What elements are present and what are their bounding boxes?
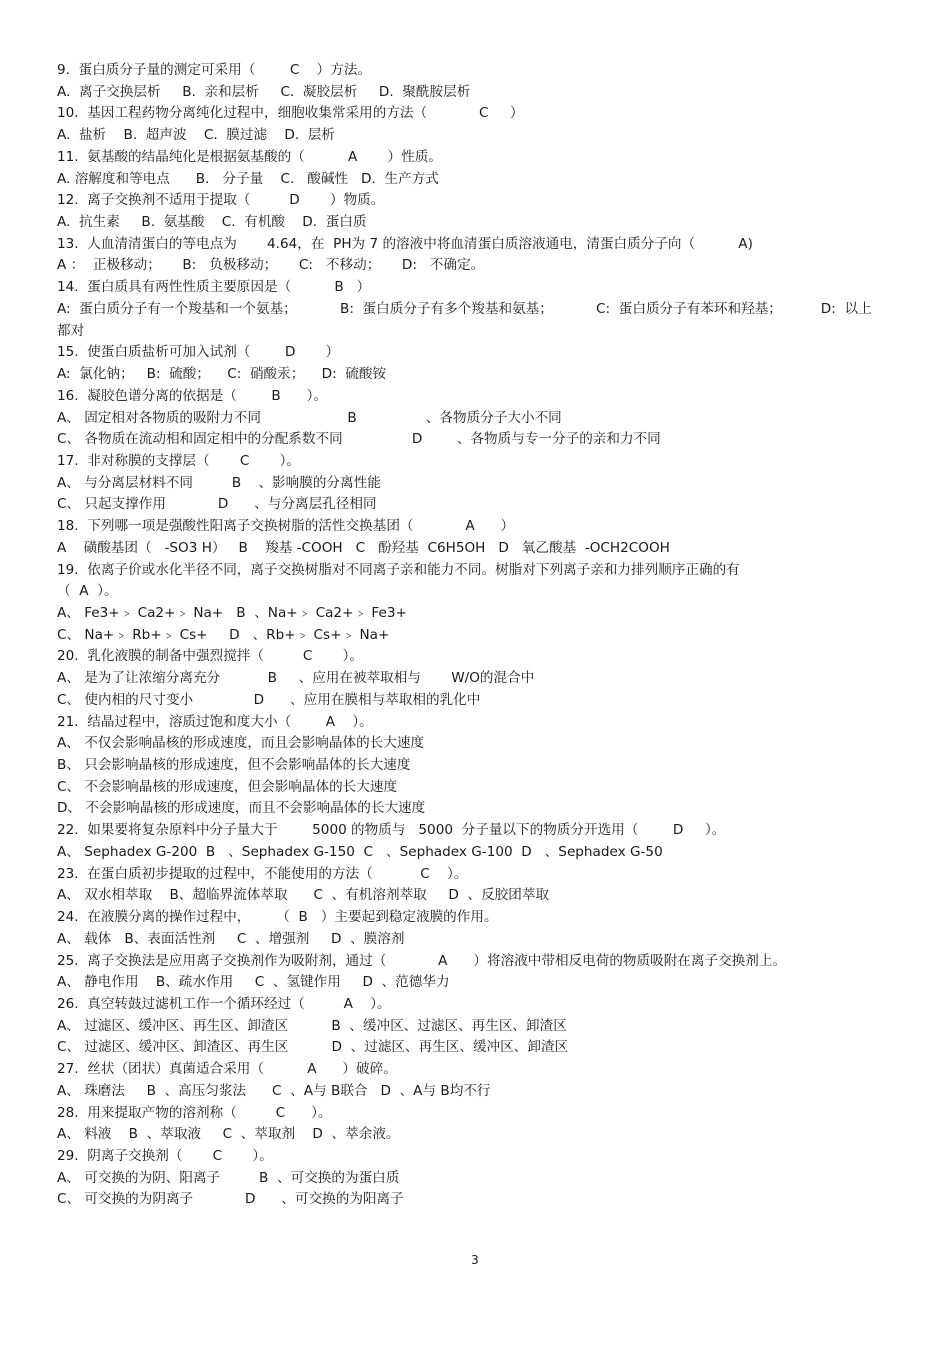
text-line: 23. 在蛋白质初步提取的过程中，不能使用的方法（ C ）。 [57,865,468,882]
text-line: 11. 氨基酸的结晶纯化是根据氨基酸的（ A ）性质。 [57,148,442,165]
text-line: A、 固定相对各物质的吸附力不同 B 、各物质分子大小不同 [57,409,562,426]
text-line: 19. 依离子价或水化半径不同，离子交换树脂对不同离子亲和能力不同。树脂对下列离子亲和力排列顺序正确的有 [57,561,740,578]
text-line: 17. 非对称膜的支撑层（ C ）。 [57,452,300,469]
text-line: A、 与分离层材料不同 B 、影响膜的分离性能 [57,474,381,491]
text-line: C、 使内相的尺寸变小 D 、应用在膜相与萃取相的乳化中 [57,691,481,708]
text-line: 22. 如果要将复杂原料中分子量大于 5000 的物质与 5000 分子量以下的物质分开选用（ D ）。 [57,822,726,839]
text-line: 20. 乳化液膜的制备中强烈搅拌（ C ）。 [57,648,363,665]
text-line: 10. 基因工程药物分离纯化过程中，细胞收集常采用的方法（ C ） [57,105,524,122]
text-line: 12. 离子交换剂不适用于提取（ D ）物质。 [57,192,385,209]
text-line: 16. 凝胶色谱分离的依据是（ B ）。 [57,387,327,404]
text-line: A、 Fe3+﹥ Ca2+﹥ Na+ B 、Na+﹥ Ca2+﹥ Fe3+ [57,605,407,621]
text-line: A. 盐析 B. 超声波 C. 膜过滤 D. 层析 [57,127,335,144]
text-line: A. 抗生素 B. 氨基酸 C. 有机酸 D. 蛋白质 [57,214,367,231]
text-line: C、 不会影响晶核的形成速度，但会影响晶体的长大速度 [57,778,398,795]
text-line: 28. 用来提取产物的溶剂称（ C ）。 [57,1104,332,1121]
text-line: 29. 阴离子交换剂（ C ）。 [57,1148,273,1164]
text-line: A、 Sephadex G-200 B 、Sephadex G-150 C 、Sephadex G-100 D 、Sephadex G-50 [57,843,663,860]
text-line: C、 可交换的为阴离子 D 、可交换的为阳离子 [57,1191,404,1208]
text-line: A、 珠磨法 B 、高压匀浆法 C 、A与 B联合 D 、A与 B均不行 [57,1082,491,1099]
text-line: 14. 蛋白质具有两性性质主要原因是（ B ） [57,279,371,296]
text-line: C、 过滤区、缓冲区、卸渣区、再生区 D 、过滤区、再生区、缓冲区、卸渣区 [57,1039,569,1056]
text-line: A、 载体 B、表面活性剂 C 、增强剂 D 、膜溶剂 [57,930,405,947]
text-line: D、 不会影响晶核的形成速度，而且不会影响晶体的长大速度 [57,800,426,817]
text-line: A、 双水相萃取 B、超临界流体萃取 C 、有机溶剂萃取 D 、反胶团萃取 [57,887,550,904]
text-line: 都对 [57,322,85,339]
text-line: 26. 真空转鼓过滤机工作一个循环经过（ A ）。 [57,995,391,1012]
text-line: （ A ）。 [57,583,118,600]
text-line: A. 离子交换层析 B. 亲和层析 C. 凝胶层析 D. 聚酰胺层析 [57,83,471,100]
text-line: C、 各物质在流动相和固定相中的分配系数不同 D 、各物质与专一分子的亲和力不同 [57,431,661,448]
text-line: 27. 丝状（团状）真菌适合采用（ A ）破碎。 [57,1061,397,1078]
text-line: A: 蛋白质分子有一个羧基和一个氨基； B: 蛋白质分子有多个羧基和氨基； C: 蛋白质分子有苯环和羟基； D: 以上 [57,300,872,317]
text-line: 15. 使蛋白质盐析可加入试剂（ D ） [57,344,340,361]
text-line: 13. 人血清清蛋白的等电点为 4.64，在 PH为 7 的溶液中将血清蛋白质溶液通电，清蛋白质分子向（ A) [57,235,753,252]
text-line: A、 可交换的为阴、阳离子 B 、可交换的为蛋白质 [57,1169,400,1186]
text-line: 25. 离子交换法是应用离子交换剂作为吸附剂，通过（ A ）将溶液中带相反电荷的物质吸附在离子交换剂上。 [57,952,787,969]
text-line: A ： 正极移动； B: 负极移动； C: 不移动； D: 不确定。 [57,257,485,274]
text-line: A 磺酸基团（ -SO3 H） B 羧基 -COOH C 酚羟基 C6H5OH D 氧乙酸基 -OCH2COOH [57,539,670,556]
text-line: 21. 结晶过程中，溶质过饱和度大小（ A ）。 [57,713,373,730]
text-line: A. 溶解度和等电点 B. 分子量 C. 酸碱性 D. 生产方式 [57,170,439,187]
text-line: A、 不仅会影响晶核的形成速度，而且会影响晶体的长大速度 [57,735,425,752]
text-line: 9. 蛋白质分子量的测定可采用（ C ）方法。 [57,62,372,78]
text-line: B、 只会影响晶核的形成速度，但不会影响晶体的长大速度 [57,757,411,774]
text-line: C、 只起支撑作用 D 、与分离层孔径相同 [57,496,377,513]
text-line: A、 料液 B 、萃取液 C 、萃取剂 D 、萃余液。 [57,1126,400,1143]
text-line: A、 过滤区、缓冲区、再生区、卸渣区 B 、缓冲区、过滤区、再生区、卸渣区 [57,1017,567,1034]
text-line: 24. 在液膜分离的操作过程中， （ B ）主要起到稳定液膜的作用。 [57,909,498,926]
page-number: 3 [471,1253,479,1267]
text-line: A、 静电作用 B、疏水作用 C 、氢键作用 D 、范德华力 [57,974,450,991]
text-line: 18. 下列哪一项是强酸性阳离子交换树脂的活性交换基团（ A ） [57,518,515,535]
text-line: A: 氯化钠； B: 硫酸； C: 硝酸汞； D: 硫酸铵 [57,366,387,383]
text-line: C、 Na+﹥ Rb+﹥ Cs+ D 、Rb+﹥ Cs+﹥ Na+ [57,626,390,643]
text-line: A、 是为了让浓缩分离充分 B 、应用在被萃取相与 W/O的混合中 [57,670,535,687]
